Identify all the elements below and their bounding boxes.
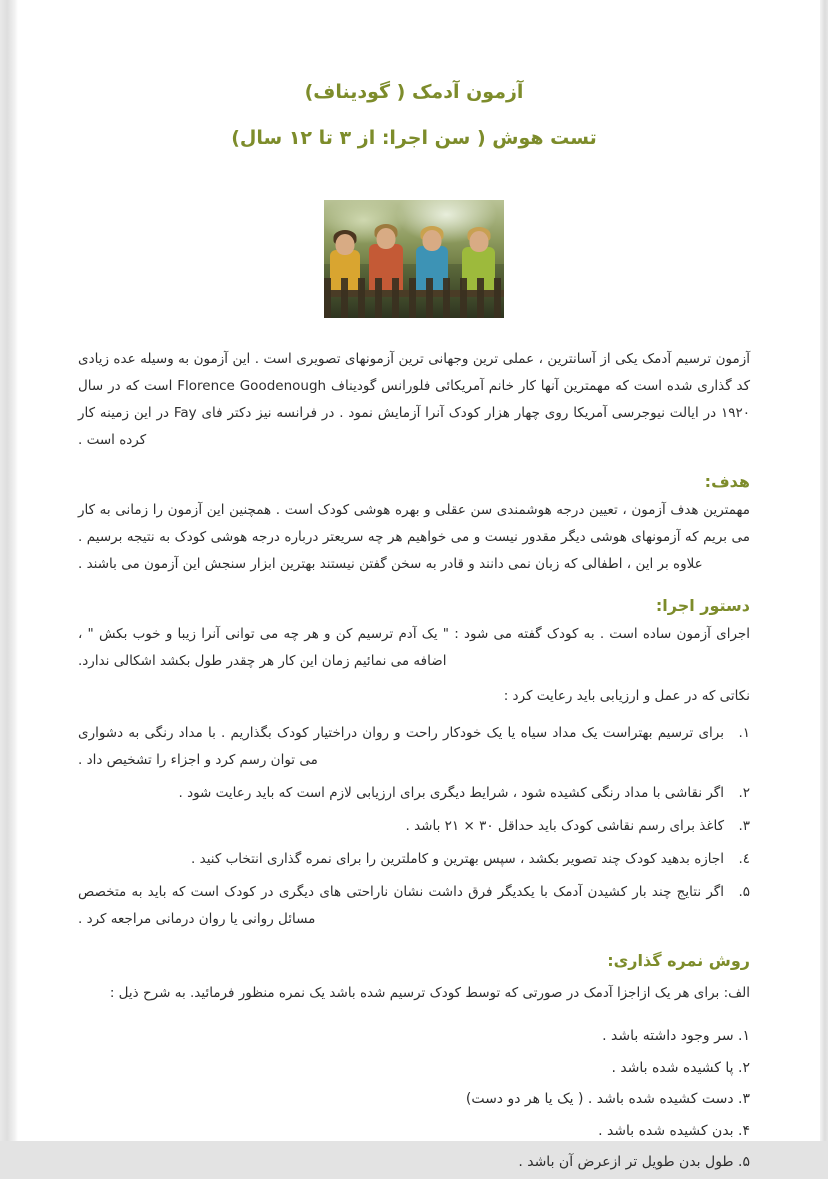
list-item: ۵. طول بدن طویل تر ازعرض آن باشد . <box>518 1154 750 1170</box>
list-item <box>78 780 750 807</box>
list-item-text: اگر نقاشی با مداد رنگی کشیده شود ، شرایط دیگری برای ارزیابی لازم است که باید رعایت شود . <box>178 785 724 801</box>
instructions-paragraph: اجرای آزمون ساده است . به کودک گفته می شود : " یک آدم ترسیم کن و هر چه می توانی آنرا زیبا و خوب بکش " ، اضافه می نمائیم زمان این کار هر چقدر طول بکشد اشکالی ندارد. <box>78 626 750 669</box>
list-item <box>78 879 750 933</box>
list-item-text: اجازه بدهید کودک چند تصویر بکشد ، سپس بهترین و کاملترین را برای نمره گذاری انتخاب کنید . <box>191 851 724 867</box>
section-heading-scoring: روش نمره گذاری: <box>607 951 750 970</box>
page-edge-left <box>0 0 18 1141</box>
list-item <box>78 813 750 840</box>
illustration-figure <box>78 200 750 322</box>
list-item-marker: ۳. <box>738 818 750 834</box>
intro-paragraph: آزمون ترسیم آدمک یکی از آسانترین ، عملی ترین وجهانی ترین آزمونهای تصویری است . این آزمون به وسیله عده زیادی کد گذاری شده است که مهمترین آنها کار خانم آمریکائی فلورانس گودیناف Florence Goodenough است که در سال ۱۹۲۰ در ایالت نیوجرسی آمریکا روی چهار هزار کودک آنرا آزمایش نمود . در فرانسه نیز دکتر فای Fay در این زمینه کار کرده است . <box>78 351 750 448</box>
list-item: ۳. دست کشیده شده باشد . ( یک یا هر دو دست) <box>465 1091 750 1107</box>
scoring-lead-in: الف: برای هر یک ازاجزا آدمک در صورتی که توسط کودک ترسیم شده باشد یک نمره منظور فرمائید. به شرح ذیل : <box>109 985 750 1001</box>
list-item-text: اگر نتایج چند بار کشیدن آدمک با یکدیگر فرق داشت نشان ناراحتی های دیگری در کودک است که باید به متخصص مسائل روانی یا روان درمانی مراجعه کرد . <box>78 884 724 927</box>
list-item-text: برای ترسیم بهتراست یک مداد سیاه یا یک خودکار راحت و روان دراختیار کودک بگذاریم . با مداد رنگی به دشواری می توان رسم کرد و اجزاء را تشخیص داد . <box>78 725 724 768</box>
scoring-list <box>78 1021 750 1179</box>
list-item <box>78 846 750 873</box>
page-edge-right <box>820 0 828 1141</box>
list-item-marker: ٤. <box>738 851 750 867</box>
section-heading-purpose: هدف: <box>704 472 750 491</box>
list-item: ۴. بدن کشیده شده باشد . <box>598 1122 750 1139</box>
document-title-secondary: تست هوش ( سن اجرا: از ۳ تا ۱۲ سال) <box>231 126 597 149</box>
document-content <box>78 0 750 1179</box>
list-item-marker: ۲. <box>738 785 750 801</box>
list-item <box>78 720 750 774</box>
photo-fence-pickets <box>324 278 504 318</box>
list-item-text: کاغذ برای رسم نقاشی کودک باید حداقل ۳۰ × ۲۱ باشد . <box>405 818 724 834</box>
list-item: ۲. پا کشیده شده باشد . <box>611 1059 750 1076</box>
list-item-marker: ۵. <box>738 884 750 900</box>
section-heading-instructions: دستور اجرا: <box>655 596 750 615</box>
document-page <box>18 0 820 1170</box>
children-photo <box>324 200 504 318</box>
instructions-list <box>78 720 750 933</box>
list-item: ۱. سر وجود داشته باشد . <box>602 1028 750 1044</box>
instructions-lead-in: نکاتی که در عمل و ارزیابی باید رعایت کرد : <box>503 688 750 704</box>
list-item-marker: ۱. <box>738 725 750 741</box>
purpose-paragraph: مهمترین هدف آزمون ، تعیین درجه هوشمندی سن عقلی و بهره هوشی کودک است . همچنین این آزمون را زمانی به کار می بریم که آزمونهای هوشی دیگر مقدور نیست و می خواهیم هر چه سریعتر درباره درجه هوشی کودک به نتیجه برسیم . علاوه بر این ، اطفالی که زبان نمی دانند و قادر به سخن گفتن نیستند بهترین ابزار سنجش این آزمون می باشند . <box>78 502 750 572</box>
document-title-primary: آزمون آدمک ( گودیناف) <box>304 81 524 103</box>
